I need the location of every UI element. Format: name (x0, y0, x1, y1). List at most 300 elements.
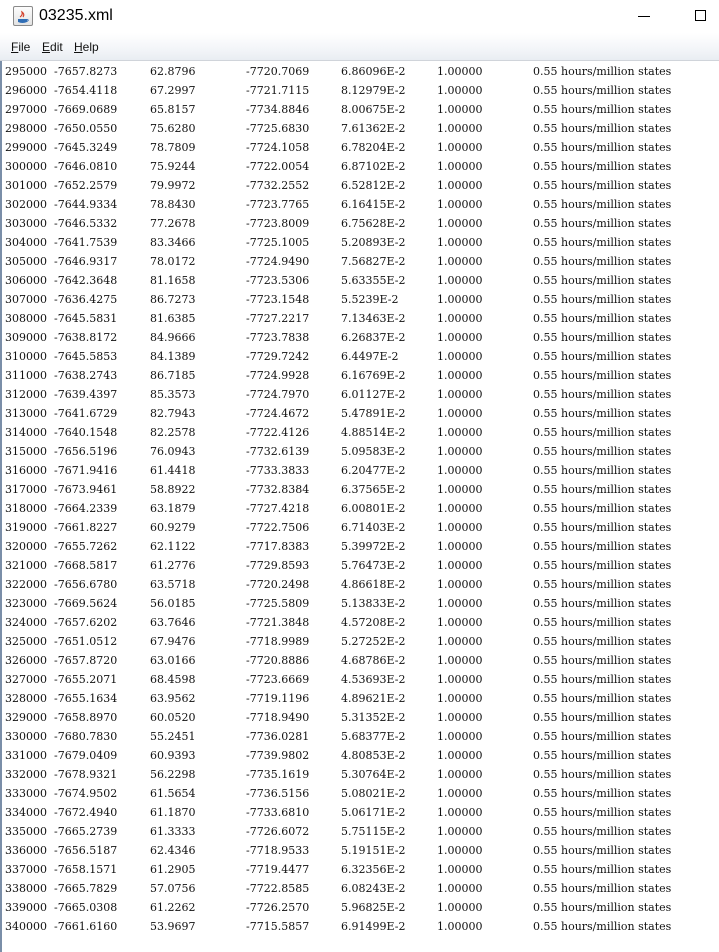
row-rate: 0.55 hours/million states (533, 882, 672, 895)
row-step: 310000 (5, 350, 47, 363)
maximize-button[interactable] (680, 0, 719, 33)
row-step: 320000 (5, 540, 47, 553)
row-value-b: 81.6385 (150, 312, 196, 325)
row-value-a: -7644.9334 (54, 198, 118, 211)
row-rate: 0.55 hours/million states (533, 464, 672, 477)
row-value-e: 1.00000 (437, 407, 483, 420)
row-value-d: 7.13463E-2 (341, 312, 406, 325)
row-value-e: 1.00000 (437, 179, 483, 192)
row-rate: 0.55 hours/million states (533, 388, 672, 401)
row-value-d: 8.12979E-2 (341, 84, 406, 97)
row-rate: 0.55 hours/million states (533, 616, 672, 629)
menu-file[interactable]: File (11, 40, 31, 54)
row-value-d: 4.53693E-2 (341, 673, 406, 686)
row-step: 330000 (5, 730, 47, 743)
row-step: 325000 (5, 635, 47, 648)
row-rate: 0.55 hours/million states (533, 293, 672, 306)
row-value-c: -7725.6830 (246, 122, 310, 135)
row-value-d: 5.19151E-2 (341, 844, 406, 857)
row-value-d: 4.89621E-2 (341, 692, 406, 705)
row-rate: 0.55 hours/million states (533, 84, 672, 97)
row-value-a: -7658.1571 (54, 863, 118, 876)
row-value-c: -7723.7838 (246, 331, 310, 344)
row-step: 309000 (5, 331, 47, 344)
row-value-b: 61.3333 (150, 825, 196, 838)
row-value-c: -7726.2570 (246, 901, 310, 914)
row-rate: 0.55 hours/million states (533, 559, 672, 572)
row-value-a: -7650.0550 (54, 122, 118, 135)
row-value-c: -7721.3848 (246, 616, 310, 629)
row-value-d: 6.86096E-2 (341, 65, 406, 78)
row-step: 324000 (5, 616, 47, 629)
row-value-d: 6.08243E-2 (341, 882, 406, 895)
menu-edit[interactable]: Edit (42, 40, 63, 54)
row-value-c: -7720.8886 (246, 654, 310, 667)
row-step: 315000 (5, 445, 47, 458)
row-rate: 0.55 hours/million states (533, 635, 672, 648)
row-value-b: 56.2298 (150, 768, 196, 781)
row-step: 304000 (5, 236, 47, 249)
row-value-a: -7646.5332 (54, 217, 118, 230)
row-value-e: 1.00000 (437, 768, 483, 781)
row-value-e: 1.00000 (437, 483, 483, 496)
row-step: 327000 (5, 673, 47, 686)
row-value-a: -7652.2579 (54, 179, 118, 192)
row-value-d: 6.32356E-2 (341, 863, 406, 876)
row-value-e: 1.00000 (437, 901, 483, 914)
row-rate: 0.55 hours/million states (533, 711, 672, 724)
row-rate: 0.55 hours/million states (533, 901, 672, 914)
row-value-a: -7655.1634 (54, 692, 118, 705)
row-value-e: 1.00000 (437, 844, 483, 857)
row-value-a: -7654.4118 (54, 84, 118, 97)
java-app-icon (13, 6, 33, 26)
row-value-e: 1.00000 (437, 426, 483, 439)
row-value-a: -7646.0810 (54, 160, 118, 173)
row-value-c: -7725.1005 (246, 236, 310, 249)
row-rate: 0.55 hours/million states (533, 331, 672, 344)
row-value-b: 57.0756 (150, 882, 196, 895)
row-value-c: -7721.7115 (246, 84, 310, 97)
row-value-e: 1.00000 (437, 502, 483, 515)
row-value-e: 1.00000 (437, 863, 483, 876)
row-value-b: 85.3573 (150, 388, 196, 401)
row-rate: 0.55 hours/million states (533, 730, 672, 743)
minimize-button[interactable] (620, 0, 664, 33)
row-value-d: 5.39972E-2 (341, 540, 406, 553)
row-step: 305000 (5, 255, 47, 268)
row-value-a: -7672.4940 (54, 806, 118, 819)
row-value-a: -7656.6780 (54, 578, 118, 591)
row-rate: 0.55 hours/million states (533, 521, 672, 534)
row-rate: 0.55 hours/million states (533, 806, 672, 819)
row-value-e: 1.00000 (437, 521, 483, 534)
row-value-c: -7723.7765 (246, 198, 310, 211)
row-value-b: 81.1658 (150, 274, 196, 287)
row-rate: 0.55 hours/million states (533, 540, 672, 553)
row-value-d: 4.68786E-2 (341, 654, 406, 667)
row-step: 338000 (5, 882, 47, 895)
row-value-a: -7656.5196 (54, 445, 118, 458)
row-value-b: 63.7646 (150, 616, 196, 629)
row-value-d: 8.00675E-2 (341, 103, 406, 116)
menu-bar (0, 33, 719, 61)
row-step: 307000 (5, 293, 47, 306)
row-value-b: 79.9972 (150, 179, 196, 192)
row-value-b: 75.6280 (150, 122, 196, 135)
menu-help[interactable]: Help (74, 40, 99, 54)
row-value-b: 67.9476 (150, 635, 196, 648)
row-step: 332000 (5, 768, 47, 781)
row-value-b: 61.5654 (150, 787, 196, 800)
row-value-b: 53.9697 (150, 920, 196, 933)
row-value-c: -7734.8846 (246, 103, 310, 116)
row-value-a: -7657.8273 (54, 65, 118, 78)
row-value-a: -7640.1548 (54, 426, 118, 439)
row-value-d: 7.61362E-2 (341, 122, 406, 135)
row-value-d: 5.30764E-2 (341, 768, 406, 781)
row-step: 340000 (5, 920, 47, 933)
row-value-c: -7719.1196 (246, 692, 310, 705)
row-value-d: 5.47891E-2 (341, 407, 406, 420)
row-value-e: 1.00000 (437, 160, 483, 173)
row-value-b: 63.9562 (150, 692, 196, 705)
row-value-e: 1.00000 (437, 274, 483, 287)
row-value-c: -7729.8593 (246, 559, 310, 572)
row-value-c: -7726.6072 (246, 825, 310, 838)
row-value-c: -7718.9490 (246, 711, 310, 724)
row-value-c: -7723.8009 (246, 217, 310, 230)
row-value-b: 84.9666 (150, 331, 196, 344)
row-value-a: -7636.4275 (54, 293, 118, 306)
row-value-c: -7722.0054 (246, 160, 310, 173)
row-rate: 0.55 hours/million states (533, 445, 672, 458)
row-rate: 0.55 hours/million states (533, 160, 672, 173)
row-rate: 0.55 hours/million states (533, 844, 672, 857)
window-title: 03235.xml (39, 7, 113, 24)
row-value-c: -7723.5306 (246, 274, 310, 287)
row-value-d: 6.01127E-2 (341, 388, 406, 401)
row-value-a: -7669.0689 (54, 103, 118, 116)
row-value-b: 60.9279 (150, 521, 196, 534)
row-step: 316000 (5, 464, 47, 477)
row-value-b: 61.2776 (150, 559, 196, 572)
row-value-c: -7724.4672 (246, 407, 310, 420)
row-value-a: -7655.7262 (54, 540, 118, 553)
row-rate: 0.55 hours/million states (533, 825, 672, 838)
row-value-e: 1.00000 (437, 825, 483, 838)
row-rate: 0.55 hours/million states (533, 597, 672, 610)
row-value-d: 5.31352E-2 (341, 711, 406, 724)
row-value-a: -7657.8720 (54, 654, 118, 667)
row-value-a: -7679.0409 (54, 749, 118, 762)
row-value-e: 1.00000 (437, 198, 483, 211)
row-step: 301000 (5, 179, 47, 192)
row-step: 335000 (5, 825, 47, 838)
row-value-a: -7655.2071 (54, 673, 118, 686)
row-value-d: 6.71403E-2 (341, 521, 406, 534)
row-value-d: 5.06171E-2 (341, 806, 406, 819)
row-value-e: 1.00000 (437, 692, 483, 705)
row-value-c: -7724.9928 (246, 369, 310, 382)
row-value-b: 82.7943 (150, 407, 196, 420)
row-value-e: 1.00000 (437, 806, 483, 819)
row-rate: 0.55 hours/million states (533, 122, 672, 135)
row-value-a: -7665.7829 (54, 882, 118, 895)
row-value-b: 58.8922 (150, 483, 196, 496)
row-value-e: 1.00000 (437, 65, 483, 78)
row-value-e: 1.00000 (437, 369, 483, 382)
row-value-d: 6.16769E-2 (341, 369, 406, 382)
row-value-e: 1.00000 (437, 787, 483, 800)
row-value-c: -7722.4126 (246, 426, 310, 439)
row-value-b: 84.1389 (150, 350, 196, 363)
row-step: 318000 (5, 502, 47, 515)
row-value-b: 78.0172 (150, 255, 196, 268)
row-rate: 0.55 hours/million states (533, 312, 672, 325)
row-value-a: -7674.9502 (54, 787, 118, 800)
row-value-d: 4.88514E-2 (341, 426, 406, 439)
row-value-d: 5.96825E-2 (341, 901, 406, 914)
row-step: 328000 (5, 692, 47, 705)
row-rate: 0.55 hours/million states (533, 350, 672, 363)
row-step: 333000 (5, 787, 47, 800)
row-value-d: 6.00801E-2 (341, 502, 406, 515)
row-step: 306000 (5, 274, 47, 287)
row-value-a: -7645.5831 (54, 312, 118, 325)
row-value-c: -7717.8383 (246, 540, 310, 553)
row-rate: 0.55 hours/million states (533, 141, 672, 154)
row-value-c: -7725.5809 (246, 597, 310, 610)
row-value-e: 1.00000 (437, 597, 483, 610)
row-value-a: -7651.0512 (54, 635, 118, 648)
row-value-e: 1.00000 (437, 217, 483, 230)
row-step: 339000 (5, 901, 47, 914)
row-value-b: 63.5718 (150, 578, 196, 591)
row-rate: 0.55 hours/million states (533, 255, 672, 268)
row-value-b: 67.2997 (150, 84, 196, 97)
row-value-d: 5.75115E-2 (341, 825, 406, 838)
row-value-e: 1.00000 (437, 388, 483, 401)
row-value-a: -7673.9461 (54, 483, 118, 496)
row-rate: 0.55 hours/million states (533, 274, 672, 287)
row-value-d: 5.76473E-2 (341, 559, 406, 572)
row-step: 337000 (5, 863, 47, 876)
row-value-b: 62.1122 (150, 540, 196, 553)
row-step: 331000 (5, 749, 47, 762)
row-value-e: 1.00000 (437, 464, 483, 477)
row-value-a: -7664.2339 (54, 502, 118, 515)
row-step: 313000 (5, 407, 47, 420)
row-value-a: -7665.2739 (54, 825, 118, 838)
row-value-c: -7739.9802 (246, 749, 310, 762)
row-value-d: 5.13833E-2 (341, 597, 406, 610)
row-step: 326000 (5, 654, 47, 667)
row-value-a: -7641.6729 (54, 407, 118, 420)
row-value-a: -7645.5853 (54, 350, 118, 363)
row-value-a: -7658.8970 (54, 711, 118, 724)
row-value-a: -7638.2743 (54, 369, 118, 382)
row-value-c: -7733.6810 (246, 806, 310, 819)
row-rate: 0.55 hours/million states (533, 673, 672, 686)
row-step: 308000 (5, 312, 47, 325)
row-value-c: -7727.4218 (246, 502, 310, 515)
row-value-d: 4.57208E-2 (341, 616, 406, 629)
row-value-e: 1.00000 (437, 103, 483, 116)
row-value-a: -7668.5817 (54, 559, 118, 572)
row-value-c: -7722.7506 (246, 521, 310, 534)
row-value-c: -7724.1058 (246, 141, 310, 154)
log-text-area[interactable] (0, 61, 719, 952)
row-value-b: 78.8430 (150, 198, 196, 211)
row-value-a: -7657.6202 (54, 616, 118, 629)
row-value-a: -7680.7830 (54, 730, 118, 743)
row-value-e: 1.00000 (437, 255, 483, 268)
row-value-a: -7656.5187 (54, 844, 118, 857)
row-value-d: 5.68377E-2 (341, 730, 406, 743)
row-value-e: 1.00000 (437, 445, 483, 458)
row-value-d: 6.26837E-2 (341, 331, 406, 344)
row-value-c: -7732.2552 (246, 179, 310, 192)
row-rate: 0.55 hours/million states (533, 103, 672, 116)
row-value-c: -7723.1548 (246, 293, 310, 306)
row-value-e: 1.00000 (437, 616, 483, 629)
row-rate: 0.55 hours/million states (533, 654, 672, 667)
row-rate: 0.55 hours/million states (533, 692, 672, 705)
row-value-d: 6.37565E-2 (341, 483, 406, 496)
row-value-b: 86.7185 (150, 369, 196, 382)
row-value-b: 83.3466 (150, 236, 196, 249)
row-value-d: 4.80853E-2 (341, 749, 406, 762)
row-value-a: -7638.8172 (54, 331, 118, 344)
row-value-a: -7661.8227 (54, 521, 118, 534)
row-value-b: 77.2678 (150, 217, 196, 230)
row-value-c: -7720.2498 (246, 578, 310, 591)
row-value-d: 5.09583E-2 (341, 445, 406, 458)
row-value-e: 1.00000 (437, 711, 483, 724)
row-value-e: 1.00000 (437, 84, 483, 97)
row-step: 298000 (5, 122, 47, 135)
row-value-d: 5.27252E-2 (341, 635, 406, 648)
row-rate: 0.55 hours/million states (533, 749, 672, 762)
row-value-e: 1.00000 (437, 236, 483, 249)
row-rate: 0.55 hours/million states (533, 426, 672, 439)
row-value-b: 61.4418 (150, 464, 196, 477)
row-value-d: 6.87102E-2 (341, 160, 406, 173)
row-value-a: -7665.0308 (54, 901, 118, 914)
row-step: 296000 (5, 84, 47, 97)
row-value-d: 6.20477E-2 (341, 464, 406, 477)
row-rate: 0.55 hours/million states (533, 369, 672, 382)
row-rate: 0.55 hours/million states (533, 179, 672, 192)
row-value-b: 61.1870 (150, 806, 196, 819)
row-value-b: 62.8796 (150, 65, 196, 78)
row-step: 321000 (5, 559, 47, 572)
row-value-e: 1.00000 (437, 920, 483, 933)
row-step: 295000 (5, 65, 47, 78)
row-value-c: -7736.0281 (246, 730, 310, 743)
row-value-c: -7722.8585 (246, 882, 310, 895)
row-value-b: 60.0520 (150, 711, 196, 724)
row-rate: 0.55 hours/million states (533, 198, 672, 211)
row-value-c: -7718.9989 (246, 635, 310, 648)
row-value-b: 61.2905 (150, 863, 196, 876)
row-value-d: 7.56827E-2 (341, 255, 406, 268)
row-step: 323000 (5, 597, 47, 610)
row-rate: 0.55 hours/million states (533, 407, 672, 420)
row-step: 300000 (5, 160, 47, 173)
row-value-a: -7645.3249 (54, 141, 118, 154)
row-value-d: 6.16415E-2 (341, 198, 406, 211)
row-value-a: -7671.9416 (54, 464, 118, 477)
row-value-e: 1.00000 (437, 673, 483, 686)
row-value-e: 1.00000 (437, 331, 483, 344)
row-value-c: -7723.6669 (246, 673, 310, 686)
row-rate: 0.55 hours/million states (533, 217, 672, 230)
row-value-d: 6.91499E-2 (341, 920, 406, 933)
row-rate: 0.55 hours/million states (533, 502, 672, 515)
row-step: 322000 (5, 578, 47, 591)
row-value-e: 1.00000 (437, 635, 483, 648)
row-value-a: -7646.9317 (54, 255, 118, 268)
row-step: 302000 (5, 198, 47, 211)
row-value-e: 1.00000 (437, 293, 483, 306)
row-value-b: 56.0185 (150, 597, 196, 610)
row-value-b: 86.7273 (150, 293, 196, 306)
row-rate: 0.55 hours/million states (533, 787, 672, 800)
row-step: 299000 (5, 141, 47, 154)
row-rate: 0.55 hours/million states (533, 768, 672, 781)
title-bar[interactable] (0, 0, 719, 33)
row-step: 297000 (5, 103, 47, 116)
row-value-e: 1.00000 (437, 540, 483, 553)
row-rate: 0.55 hours/million states (533, 578, 672, 591)
row-rate: 0.55 hours/million states (533, 483, 672, 496)
row-value-c: -7735.1619 (246, 768, 310, 781)
row-step: 334000 (5, 806, 47, 819)
row-step: 329000 (5, 711, 47, 724)
row-value-d: 4.86618E-2 (341, 578, 406, 591)
row-value-c: -7729.7242 (246, 350, 310, 363)
row-value-c: -7732.6139 (246, 445, 310, 458)
row-value-d: 6.52812E-2 (341, 179, 406, 192)
row-value-c: -7720.7069 (246, 65, 310, 78)
row-step: 314000 (5, 426, 47, 439)
row-value-b: 76.0943 (150, 445, 196, 458)
row-value-a: -7641.7539 (54, 236, 118, 249)
row-value-c: -7727.2217 (246, 312, 310, 325)
row-step: 336000 (5, 844, 47, 857)
row-value-c: -7719.4477 (246, 863, 310, 876)
row-value-b: 78.7809 (150, 141, 196, 154)
row-value-e: 1.00000 (437, 882, 483, 895)
row-value-e: 1.00000 (437, 350, 483, 363)
row-value-b: 82.2578 (150, 426, 196, 439)
row-value-b: 65.8157 (150, 103, 196, 116)
row-value-e: 1.00000 (437, 654, 483, 667)
row-step: 311000 (5, 369, 47, 382)
row-value-e: 1.00000 (437, 141, 483, 154)
row-value-d: 5.5239E-2 (341, 293, 399, 306)
row-step: 303000 (5, 217, 47, 230)
row-value-c: -7724.9490 (246, 255, 310, 268)
row-value-d: 5.08021E-2 (341, 787, 406, 800)
row-value-c: -7733.3833 (246, 464, 310, 477)
row-step: 312000 (5, 388, 47, 401)
row-value-b: 61.2262 (150, 901, 196, 914)
row-value-c: -7715.5857 (246, 920, 310, 933)
row-rate: 0.55 hours/million states (533, 65, 672, 78)
